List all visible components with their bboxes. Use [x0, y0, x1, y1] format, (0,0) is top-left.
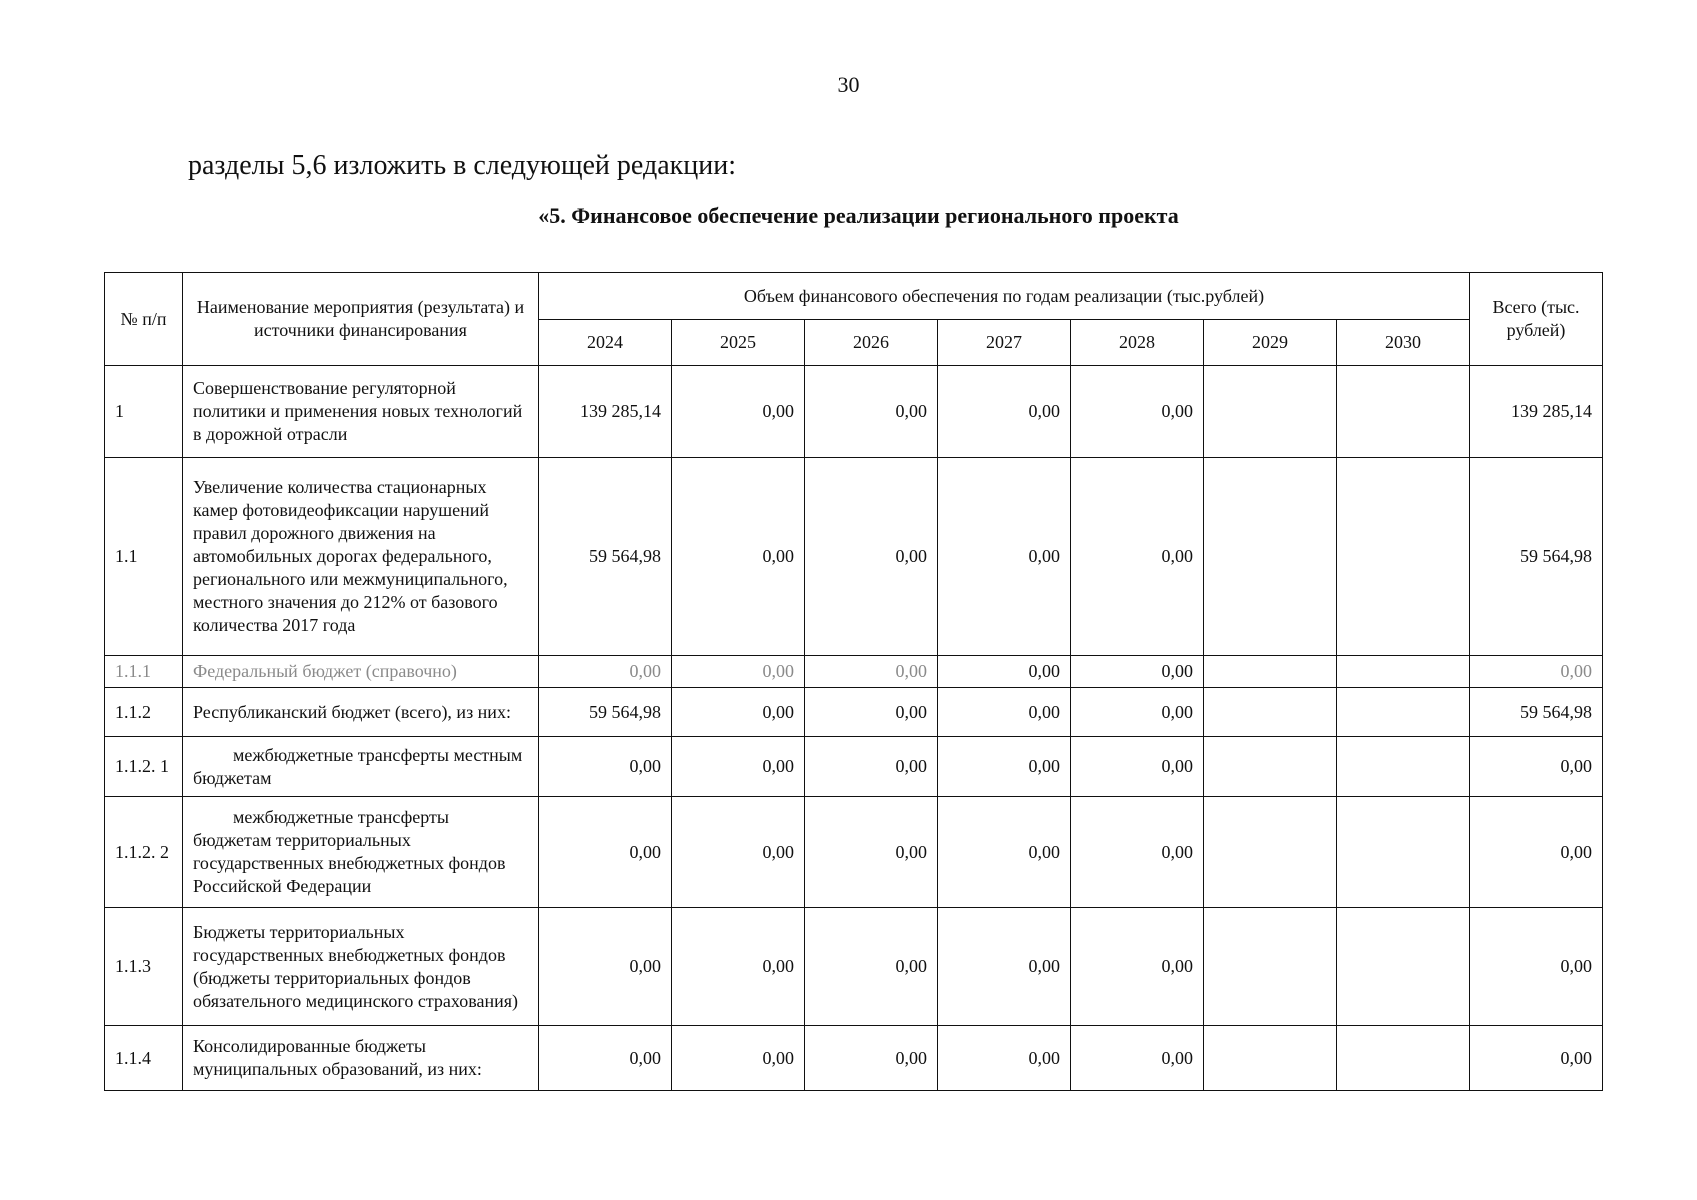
- header-year: 2030: [1337, 320, 1470, 366]
- row-name: Республиканский бюджет (всего), из них:: [183, 688, 539, 737]
- cell-value: 0,00: [938, 737, 1071, 797]
- cell-value: [1337, 908, 1470, 1026]
- cell-value: 0,00: [805, 908, 938, 1026]
- table-row: [105, 1026, 1603, 1091]
- row-number: 1.1: [105, 458, 183, 656]
- cell-total: 0,00: [1470, 797, 1603, 908]
- cell-total: 0,00: [1470, 908, 1603, 1026]
- header-year: 2024: [539, 320, 672, 366]
- table-row: [105, 656, 1603, 688]
- table-header: [105, 273, 1603, 366]
- cell-value: [1204, 688, 1337, 737]
- row-name: Консолидированные бюджеты муниципальных образований, из них:: [183, 1026, 539, 1091]
- cell-value: [1204, 458, 1337, 656]
- row-name: Совершенствование регуляторной политики и применения новых технологий в дорожной отрасли: [183, 366, 539, 458]
- cell-value: [1337, 737, 1470, 797]
- table-row: [105, 366, 1603, 458]
- cell-value: 0,00: [938, 656, 1071, 688]
- cell-value: 0,00: [805, 366, 938, 458]
- header-year: 2025: [672, 320, 805, 366]
- cell-total: 59 564,98: [1470, 688, 1603, 737]
- cell-value: 0,00: [805, 656, 938, 688]
- cell-value: 0,00: [805, 797, 938, 908]
- header-num: № п/п: [105, 273, 183, 366]
- cell-value: 0,00: [672, 908, 805, 1026]
- cell-value: 0,00: [1071, 458, 1204, 656]
- row-number: 1.1.3: [105, 908, 183, 1026]
- cell-value: [1204, 737, 1337, 797]
- section-title: «5. Финансовое обеспечение реализации регионального проекта: [538, 203, 1179, 228]
- cell-value: 0,00: [1071, 908, 1204, 1026]
- table-row: [105, 688, 1603, 737]
- cell-value: 0,00: [938, 366, 1071, 458]
- row-name: межбюджетные трансферты местным бюджетам: [183, 737, 539, 797]
- cell-total: 0,00: [1470, 737, 1603, 797]
- cell-total: 0,00: [1470, 656, 1603, 688]
- header-year: 2028: [1071, 320, 1204, 366]
- cell-value: 0,00: [938, 797, 1071, 908]
- cell-value: 0,00: [1071, 688, 1204, 737]
- cell-value: 0,00: [805, 688, 938, 737]
- cell-value: [1204, 366, 1337, 458]
- cell-value: 0,00: [938, 1026, 1071, 1091]
- cell-value: 0,00: [1071, 1026, 1204, 1091]
- header-name: Наименование мероприятия (результата) и источники финансирования: [183, 273, 539, 366]
- cell-value: 0,00: [672, 737, 805, 797]
- cell-value: 0,00: [1071, 797, 1204, 908]
- cell-value: 0,00: [805, 737, 938, 797]
- row-number: 1.1.2: [105, 688, 183, 737]
- header-year: 2029: [1204, 320, 1337, 366]
- header-year: 2026: [805, 320, 938, 366]
- cell-value: 0,00: [539, 737, 672, 797]
- cell-value: 0,00: [938, 458, 1071, 656]
- header-year: 2027: [938, 320, 1071, 366]
- cell-value: 59 564,98: [539, 688, 672, 737]
- cell-value: 0,00: [1071, 737, 1204, 797]
- cell-value: [1337, 797, 1470, 908]
- cell-value: [1337, 1026, 1470, 1091]
- cell-value: [1337, 688, 1470, 737]
- cell-value: 0,00: [672, 366, 805, 458]
- page-number: 30: [837, 72, 860, 97]
- cell-value: 0,00: [672, 1026, 805, 1091]
- row-name: Федеральный бюджет (справочно): [183, 656, 539, 688]
- row-name: Бюджеты территориальных государственных внебюджетных фондов (бюджеты территориальных фондов обязательного медицинского страхования): [183, 908, 539, 1026]
- intro-text: разделы 5,6 изложить в следующей редакции:: [188, 150, 736, 181]
- cell-value: 0,00: [539, 908, 672, 1026]
- row-number: 1: [105, 366, 183, 458]
- cell-value: 0,00: [805, 1026, 938, 1091]
- table-row: [105, 458, 1603, 656]
- cell-value: 0,00: [672, 797, 805, 908]
- table-row: [105, 797, 1603, 908]
- row-number: 1.1.1: [105, 656, 183, 688]
- cell-value: 0,00: [805, 458, 938, 656]
- cell-value: 0,00: [539, 1026, 672, 1091]
- cell-value: 0,00: [672, 688, 805, 737]
- cell-value: 0,00: [938, 908, 1071, 1026]
- cell-value: [1204, 797, 1337, 908]
- cell-value: 0,00: [938, 688, 1071, 737]
- header-volume: Объем финансового обеспечения по годам реализации (тыс.рублей): [539, 273, 1470, 320]
- cell-value: 0,00: [672, 656, 805, 688]
- row-number: 1.1.2. 1: [105, 737, 183, 797]
- cell-total: 139 285,14: [1470, 366, 1603, 458]
- cell-value: [1204, 656, 1337, 688]
- cell-value: [1337, 656, 1470, 688]
- cell-value: 0,00: [672, 458, 805, 656]
- header-total: Всего (тыс. рублей): [1470, 273, 1603, 366]
- cell-value: 59 564,98: [539, 458, 672, 656]
- cell-value: [1204, 908, 1337, 1026]
- cell-value: 0,00: [1071, 366, 1204, 458]
- cell-value: [1337, 366, 1470, 458]
- table-row: [105, 737, 1603, 797]
- cell-value: [1337, 458, 1470, 656]
- cell-value: [1204, 1026, 1337, 1091]
- row-number: 1.1.4: [105, 1026, 183, 1091]
- cell-total: 0,00: [1470, 1026, 1603, 1091]
- row-name: Увеличение количества стационарных камер фотовидеофиксации нарушений правил дорожного движения на автомобильных дорогах федерального, регионального или межмуниципального, местного значения до 212% от базового количества 2017 года: [183, 458, 539, 656]
- cell-value: 0,00: [539, 656, 672, 688]
- row-number: 1.1.2. 2: [105, 797, 183, 908]
- cell-value: 0,00: [539, 797, 672, 908]
- financing-table: [104, 272, 1603, 1091]
- cell-value: 139 285,14: [539, 366, 672, 458]
- table-row: [105, 908, 1603, 1026]
- row-name: межбюджетные трансферты бюджетам территориальных государственных внебюджетных фондов Российской Федерации: [183, 797, 539, 908]
- cell-value: 0,00: [1071, 656, 1204, 688]
- cell-total: 59 564,98: [1470, 458, 1603, 656]
